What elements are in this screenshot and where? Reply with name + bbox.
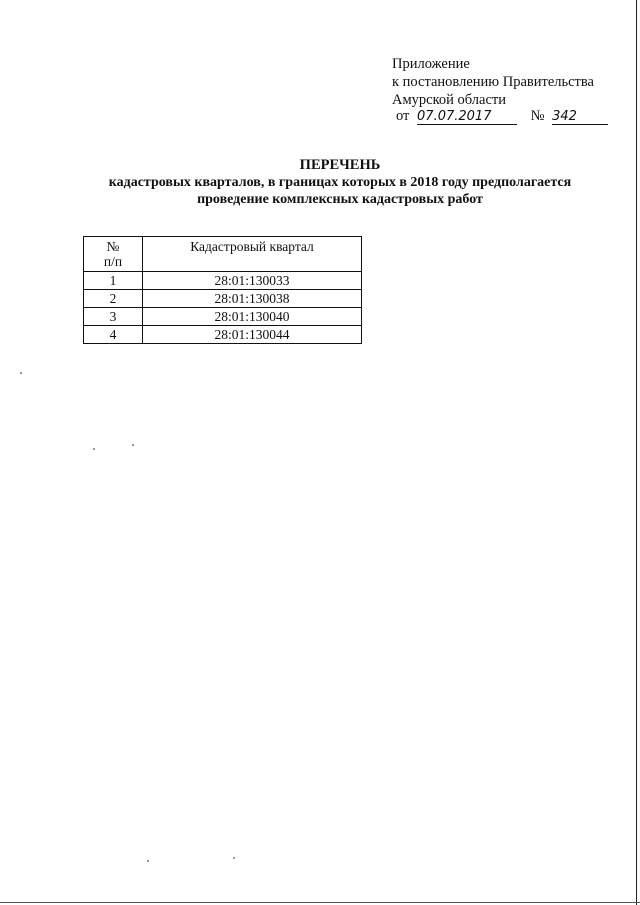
scan-speck: [233, 857, 235, 859]
table-row: [84, 308, 362, 326]
from-label: от: [396, 108, 410, 124]
table-header-row: [84, 237, 362, 272]
row-number: 2: [84, 290, 143, 308]
header-quarter: Кадастровый квартал: [143, 237, 362, 272]
header-number-pp: п/п: [103, 254, 123, 269]
handwritten-number: 342: [552, 110, 608, 125]
annex-resolution: к постановлению Правительства: [392, 74, 594, 90]
row-number: 4: [84, 326, 143, 344]
row-number: 1: [84, 272, 143, 290]
document-title: [60, 157, 620, 208]
row-quarter: 28:01:130040: [143, 308, 362, 326]
scan-speck: [93, 448, 95, 450]
annex-region: Амурской области: [392, 92, 506, 108]
scan-speck: [147, 860, 149, 862]
handwritten-date: 07.07.2017: [417, 110, 517, 125]
scan-speck: [132, 444, 134, 446]
title-line-2: кадастровых кварталов, в границах которых в 2018 году предполагается: [108, 175, 572, 190]
table-row: [84, 326, 362, 344]
header-number-sign: №: [106, 239, 120, 254]
table-row: [84, 290, 362, 308]
page-edge-bottom: [0, 902, 640, 903]
annex-title: Приложение: [392, 56, 470, 72]
row-quarter: 28:01:130044: [143, 326, 362, 344]
header-number: [84, 237, 143, 272]
row-quarter: 28:01:130038: [143, 290, 362, 308]
annex-date-number: [396, 108, 608, 125]
scan-speck: [20, 372, 22, 374]
cadastral-quarters-table: [83, 236, 362, 344]
table-row: [84, 272, 362, 290]
page-edge-right: [636, 0, 637, 905]
number-label: №: [530, 108, 545, 124]
title-line-3: проведение комплексных кадастровых работ: [197, 192, 483, 207]
annex-header: [392, 55, 594, 109]
title-main: ПЕРЕЧЕНЬ: [299, 157, 381, 173]
row-quarter: 28:01:130033: [143, 272, 362, 290]
row-number: 3: [84, 308, 143, 326]
